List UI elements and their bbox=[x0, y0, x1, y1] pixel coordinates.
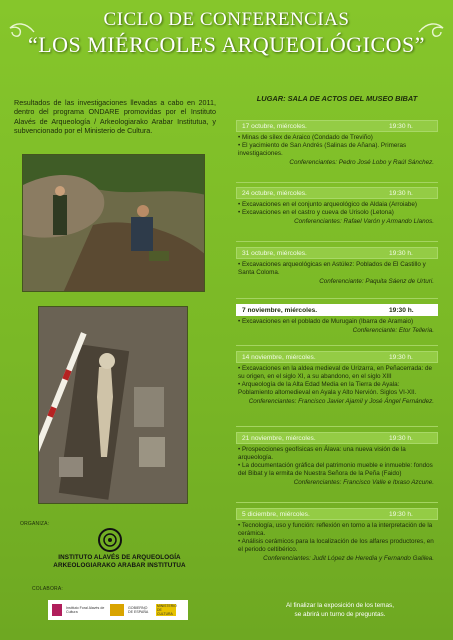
session-speakers: Conferenciante: Etor Telleria. bbox=[352, 327, 434, 335]
session-date: 24 octubre, miércoles. bbox=[242, 190, 307, 197]
talk-item: • Excavaciones en el castro y cueva de Urisolo (Letona) bbox=[238, 209, 436, 217]
organiza-label: ORGANIZA: bbox=[20, 521, 50, 527]
divider bbox=[236, 345, 438, 346]
session-date: 7 noviembre, miércoles. bbox=[242, 307, 318, 314]
collaborator-2: GOBIERNO DE ESPAÑA bbox=[128, 606, 149, 614]
talk-item: • Excavaciones en el poblado de Murugain (Ibarra de Aramaio) bbox=[238, 318, 436, 326]
talk-item: • Análisis cerámicos para la localización de los alfares productores, en el periodo celtibérico. bbox=[238, 538, 436, 554]
session-date: 14 noviembre, miércoles. bbox=[242, 354, 316, 361]
closing-line1: Al finalizar la exposición de los temas, bbox=[286, 602, 394, 609]
collaborators-strip bbox=[48, 600, 188, 620]
session-time: 19:30 h. bbox=[389, 190, 413, 197]
talk-item: • Excavaciones arqueológicas en Astúlez: Poblados de El Castillo y Santa Coloma. bbox=[238, 261, 436, 277]
ornament-right-icon bbox=[417, 20, 447, 44]
talk-item: • Prospecciones geofísicas en Álava: una nueva visión de la arqueología. bbox=[238, 446, 436, 462]
session-time: 19:30 h. bbox=[389, 250, 413, 257]
divider bbox=[236, 426, 438, 427]
divider bbox=[236, 298, 438, 299]
talk-item: • El yacimiento de San Andrés (Salinas de Añana). Primeras investigaciones. bbox=[238, 142, 436, 158]
colabora-label: COLABORA: bbox=[32, 586, 63, 592]
closing-line2: se abrirá un turno de preguntas. bbox=[294, 610, 386, 618]
session-2 bbox=[236, 187, 438, 227]
session-4 bbox=[236, 304, 438, 336]
page-title-line2: “LOS MIÉRCOLES ARQUEOLÓGICOS” bbox=[27, 32, 426, 57]
title-band bbox=[0, 8, 453, 70]
organizer-logo bbox=[22, 528, 217, 578]
ministerio-cultura-logo-icon: MINISTERIO DE CULTURA bbox=[157, 604, 177, 616]
program-column bbox=[230, 90, 444, 630]
talk-item: • Minas de sílex de Araico (Condado de Treviño) bbox=[238, 134, 436, 142]
session-date: 17 octubre, miércoles. bbox=[242, 123, 307, 130]
session-5 bbox=[236, 351, 438, 407]
session-date-bar bbox=[236, 508, 438, 520]
session-date-bar bbox=[236, 432, 438, 444]
ornament-left-icon bbox=[6, 20, 36, 44]
diputacion-logo-icon bbox=[52, 604, 62, 616]
session-1 bbox=[236, 120, 438, 168]
session-time: 19:30 h. bbox=[389, 307, 414, 314]
session-speakers: Conferenciantes: Rafael Varón y Armando Llanos. bbox=[294, 218, 434, 226]
session-date-bar bbox=[236, 304, 438, 316]
session-speakers: Conferenciantes: Pedro José Lobo y Raúl Sánchez. bbox=[289, 159, 434, 167]
session-date-bar bbox=[236, 187, 438, 199]
closing-note bbox=[266, 602, 414, 624]
session-7 bbox=[236, 508, 438, 564]
talk-item: • Arqueología de la Alta Edad Media en la Tierra de Ayala: Poblamiento altomedieval en Ayala y Alto Nervión. Siglos VI-XII. bbox=[238, 381, 436, 397]
session-date: 21 noviembre, miércoles. bbox=[242, 435, 316, 442]
session-time: 19:30 h. bbox=[389, 123, 413, 130]
session-speakers: Conferenciantes: Francisco Javier Ajamil y José Ángel Fernández. bbox=[248, 398, 434, 406]
intro-text: Resultados de las investigaciones llevadas a cabo en 2011, dentro del programa ONDARE promovidas por el Instituto Alavés de Arqueología / Arkeologiarako Arabar Institutua, y subvencionado por el Ministerio de Cultura. bbox=[14, 98, 216, 136]
divider bbox=[236, 182, 438, 183]
burial-photo bbox=[38, 306, 188, 504]
collaborator-1: Instituto Foral Alavés de Cultura bbox=[66, 606, 105, 614]
session-time: 19:30 h. bbox=[389, 354, 413, 361]
session-time: 19:30 h. bbox=[389, 435, 413, 442]
divider bbox=[236, 241, 438, 242]
divider bbox=[236, 502, 438, 503]
session-date-bar bbox=[236, 120, 438, 132]
session-date-bar bbox=[236, 351, 438, 363]
talk-item: • La documentación gráfica del patrimonio mueble e inmueble: fondos del Bibat y la ermita de Nuestra Señora de la Peña (Faido) bbox=[238, 462, 436, 478]
session-6 bbox=[236, 432, 438, 488]
session-date: 5 diciembre, miércoles. bbox=[242, 511, 310, 518]
venue-heading: LUGAR: SALA DE ACTOS DEL MUSEO BIBAT bbox=[256, 94, 418, 103]
session-3 bbox=[236, 247, 438, 287]
session-speakers: Conferenciante: Paquita Sáenz de Urturi. bbox=[319, 278, 434, 286]
session-date-bar bbox=[236, 247, 438, 259]
talk-item: • Tecnología, uso y función: reflexión en torno a la interpretación de la cerámica. bbox=[238, 522, 436, 538]
session-time: 19:30 h. bbox=[389, 511, 413, 518]
talk-item: • Excavaciones en el conjunto arqueológico de Aldaia (Arroiabe) bbox=[238, 201, 436, 209]
talk-item: • Excavaciones en la aldea medieval de Urizarra, en Peñacerrada: de su origen, en el siglo XI, a su abandono, en el siglo XIII bbox=[238, 365, 436, 381]
institute-logo-icon bbox=[98, 528, 122, 552]
session-date: 31 octubre, miércoles. bbox=[242, 250, 307, 257]
gobierno-espana-logo-icon bbox=[110, 604, 124, 616]
session-speakers: Conferenciantes: Francisco Valle e Itxaso Azcune. bbox=[293, 479, 434, 487]
organizer-name-eu: ARKEOLOGIARAKO ARABAR INSTITUTUA bbox=[53, 562, 186, 569]
page-title-line1: CICLO DE CONFERENCIAS bbox=[103, 9, 350, 30]
organizer-name-es: INSTITUTO ALAVÉS DE ARQUEOLOGÍA bbox=[58, 554, 181, 561]
excavation-photo bbox=[22, 154, 205, 292]
session-speakers: Conferenciantes: Judit López de Heredia y Fernando Galilea. bbox=[263, 555, 434, 563]
